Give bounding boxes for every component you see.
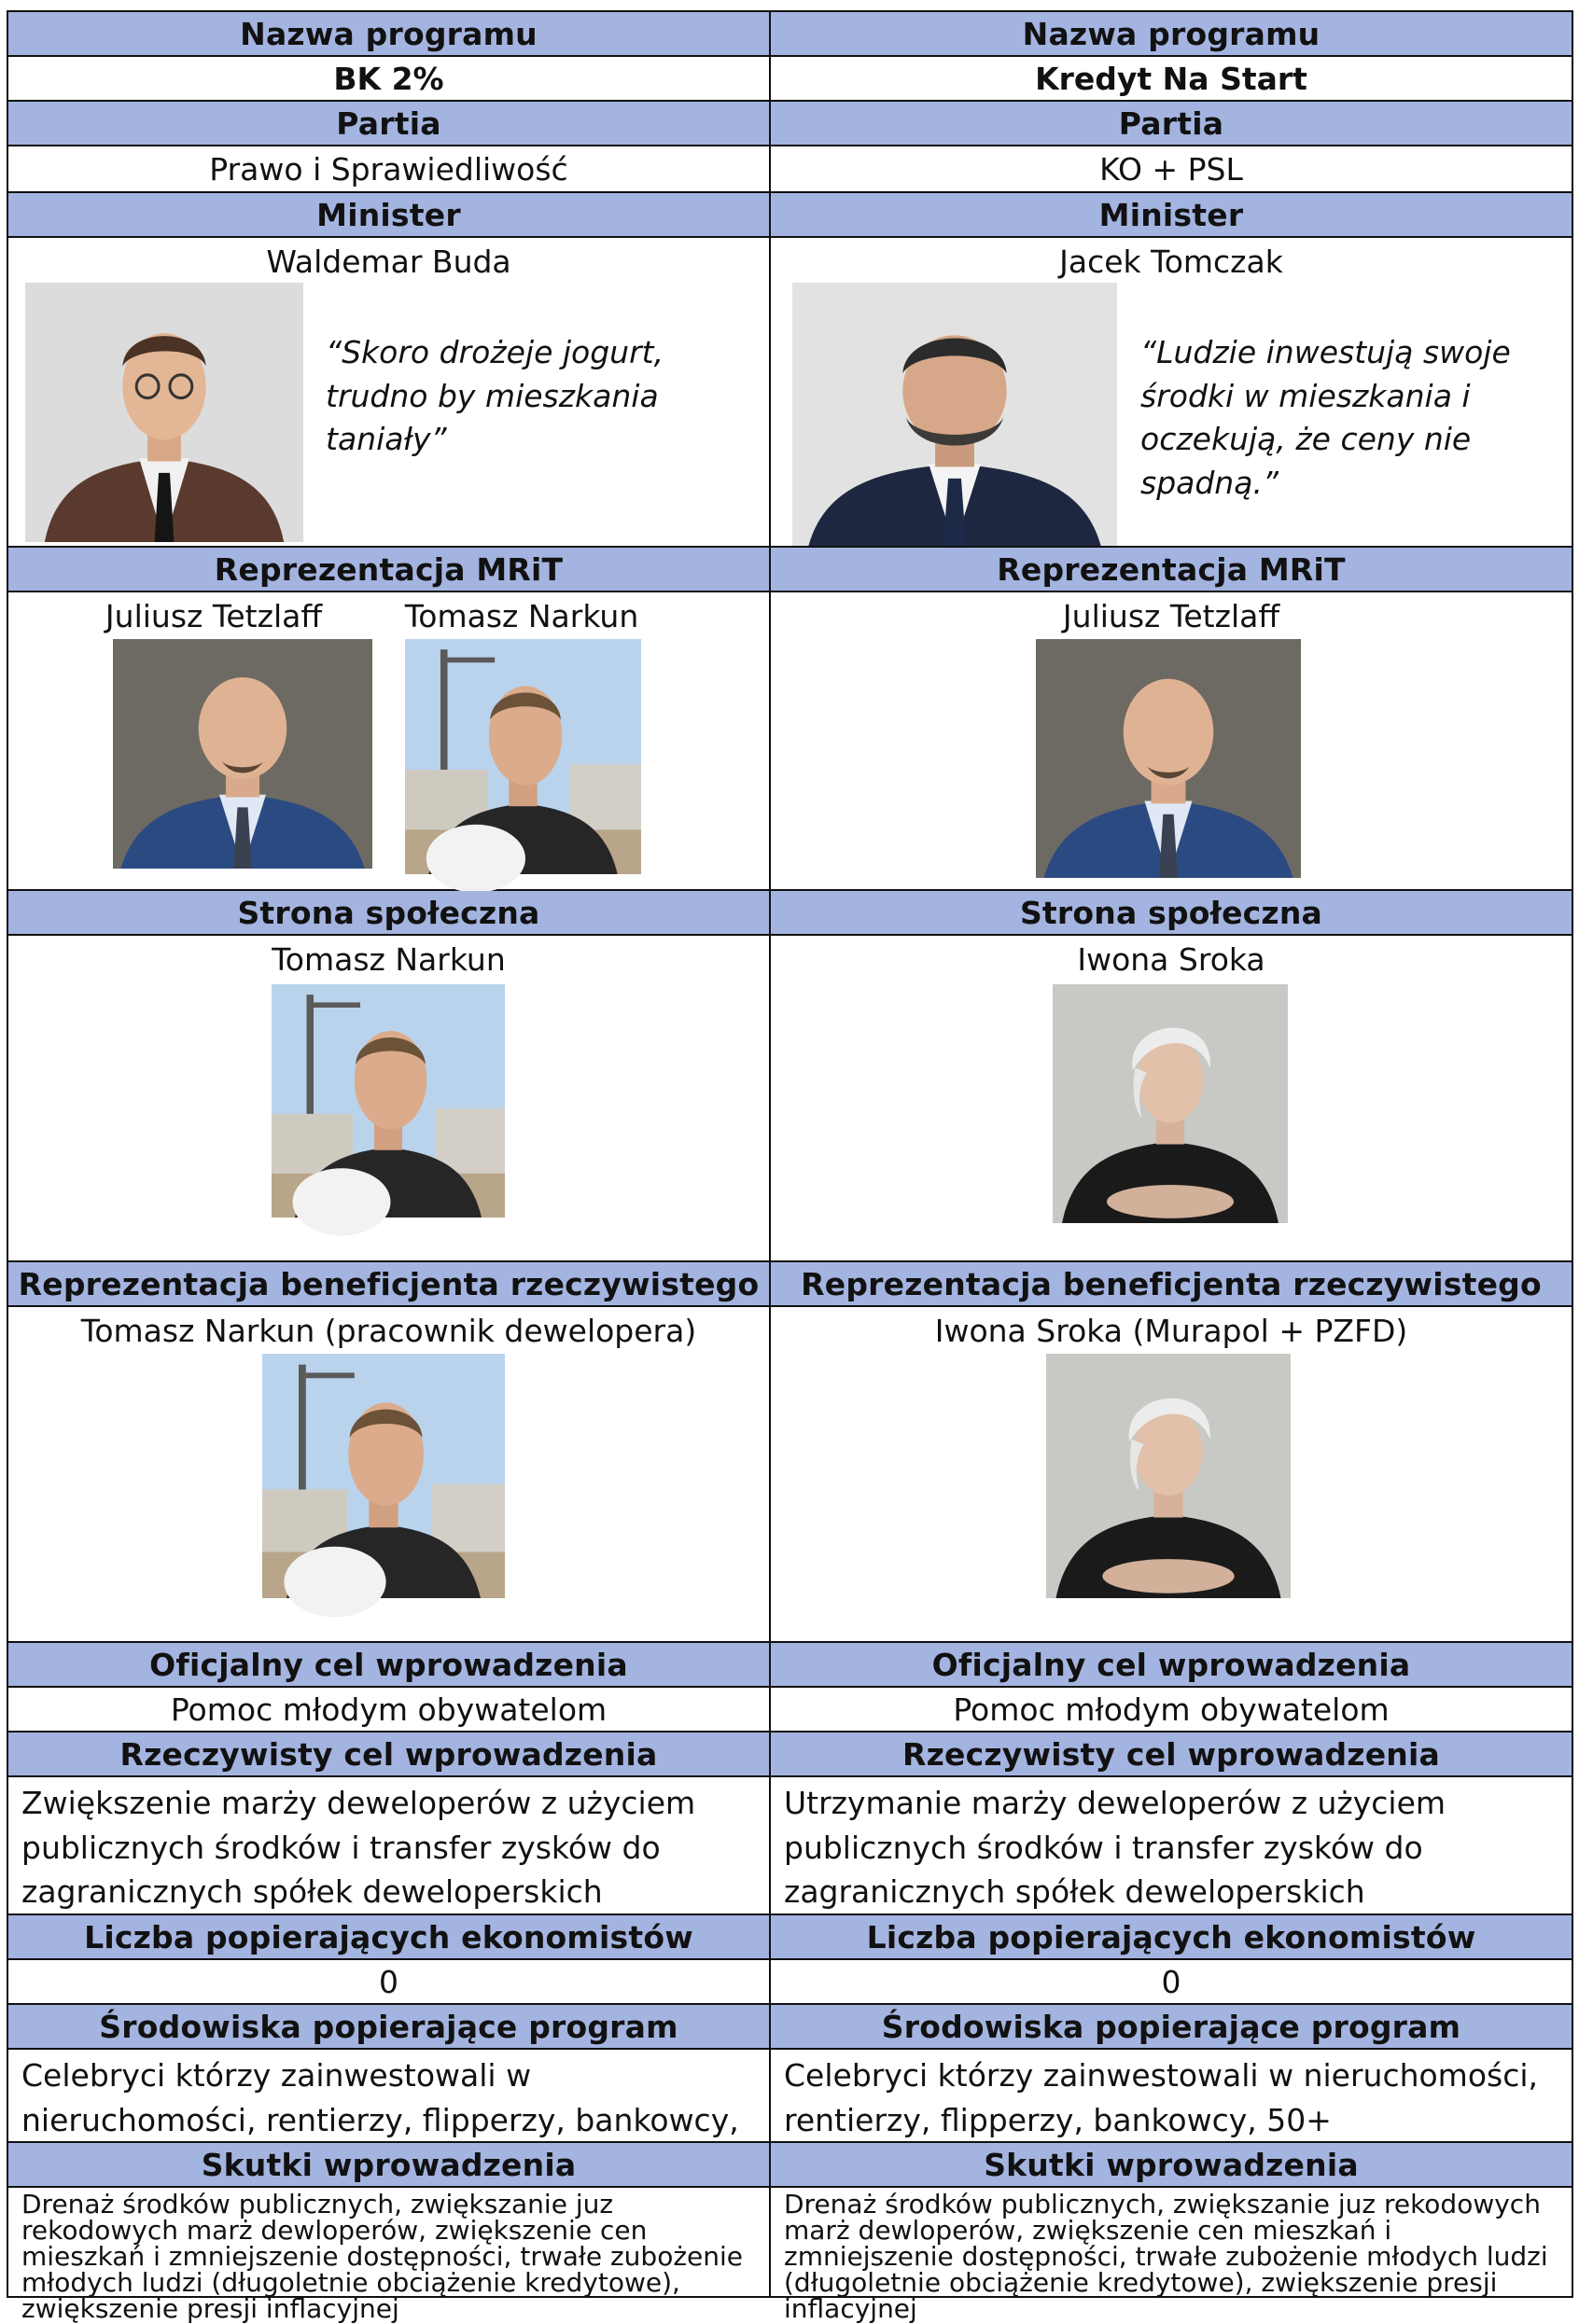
social-side-photo-narkun (272, 984, 505, 1218)
minister-header-row (8, 193, 1572, 238)
mrit-cell-left (8, 592, 771, 889)
real-goal-row (8, 1777, 1572, 1915)
social-side-cell-left (8, 936, 771, 1260)
program-name-header-right: Nazwa programu (1022, 15, 1320, 52)
beneficiary-cell-left (8, 1307, 771, 1641)
beneficiary-header-left: Reprezentacja beneficjenta rzeczywistego (8, 1262, 771, 1305)
beneficiary-row (8, 1307, 1572, 1643)
beneficiary-cell-right (771, 1307, 1572, 1641)
beneficiary-name-right: Iwona Sroka (Murapol + PZFD) (934, 1313, 1408, 1349)
official-goal-right: Pomoc młodym obywatelom (953, 1691, 1390, 1728)
official-goal-header-left: Oficjalny cel wprowadzenia (8, 1643, 771, 1686)
comparison-table (7, 10, 1573, 2324)
economists-header-right: Liczba popierających ekonomistów (866, 1918, 1476, 1955)
beneficiary-photo-narkun (262, 1354, 505, 1598)
mrit-header-row (8, 548, 1572, 592)
minister-name-right: Jacek Tomczak (1059, 244, 1283, 280)
economists-header-left: Liczba popierających ekonomistów (8, 1915, 771, 1958)
minister-quote-right: “Ludzie inwestują swoje środki w mieszkania i oczekują, że ceny nie spadną.” (1140, 334, 1511, 501)
party-header-left: Partia (8, 102, 771, 145)
minister-row (8, 238, 1572, 548)
mrit-photo-tetzlaff-right (1036, 639, 1301, 878)
support-header-row (8, 2005, 1572, 2050)
social-side-cell-right (771, 936, 1572, 1260)
real-goal-left: Zwiększenie marży deweloperów z użyciem publicznych środków i transfer zysków do zagranicznych spółek deweloperskich (8, 1777, 771, 1913)
party-left: Prawo i Sprawiedliwość (8, 146, 771, 191)
mrit-header-right: Reprezentacja MRiT (997, 550, 1346, 588)
mrit-name-left-1: Juliusz Tetzlaff (105, 598, 323, 634)
minister-name-left: Waldemar Buda (266, 244, 511, 280)
support-left: Celebryci którzy zainwestowali w nieruchomości, rentierzy, flipperzy, bankowcy, (8, 2050, 771, 2141)
beneficiary-name-left: Tomasz Narkun (pracownik dewelopera) (80, 1313, 697, 1349)
mrit-photo-narkun-left (405, 639, 641, 874)
social-side-header-left: Strona społeczna (8, 891, 771, 934)
mrit-row (8, 592, 1572, 891)
effects-header-left: Skutki wprowadzenia (8, 2143, 771, 2186)
program-name-header-row (8, 12, 1572, 57)
party-row (8, 146, 1572, 193)
social-side-name-right: Iwona Sroka (1077, 941, 1265, 978)
minister-header-left: Minister (8, 193, 771, 236)
economists-left: 0 (8, 1960, 771, 2003)
mrit-cell-right (771, 592, 1572, 889)
economists-right: 0 (1161, 1963, 1181, 2000)
minister-cell-left (8, 238, 771, 546)
effects-header-right: Skutki wprowadzenia (984, 2146, 1359, 2183)
minister-photo-buda (25, 283, 303, 542)
effects-header-row (8, 2143, 1572, 2188)
social-side-header-row (8, 891, 1572, 936)
mrit-photo-tetzlaff-left (113, 639, 372, 869)
economists-row (8, 1960, 1572, 2005)
support-header-right: Środowiska popierające program (881, 2008, 1461, 2045)
social-side-header-right: Strona społeczna (1019, 894, 1323, 931)
official-goal-header-row (8, 1643, 1572, 1688)
real-goal-header-row (8, 1733, 1572, 1777)
support-row (8, 2050, 1572, 2143)
support-right: Celebryci którzy zainwestowali w nieruchomości, rentierzy, flipperzy, bankowcy, 50+ (784, 2057, 1539, 2138)
minister-cell-right (771, 238, 1572, 546)
support-header-left: Środowiska popierające program (8, 2005, 771, 2048)
minister-quote-left: “Skoro drożeje jogurt, trudno by mieszkania taniały” (326, 334, 664, 457)
social-side-photo-sroka (1053, 984, 1288, 1223)
mrit-header-left: Reprezentacja MRiT (8, 548, 771, 591)
economists-header-row (8, 1915, 1572, 1960)
party-right: KO + PSL (1099, 150, 1243, 188)
mrit-name-right-1: Juliusz Tetzlaff (1062, 598, 1280, 634)
real-goal-header-left: Rzeczywisty cel wprowadzenia (8, 1733, 771, 1775)
minister-header-right: Minister (1098, 196, 1244, 233)
beneficiary-photo-sroka (1046, 1354, 1291, 1598)
program-name-right: Kredyt Na Start (1035, 60, 1307, 97)
real-goal-right: Utrzymanie marży deweloperów z użyciem publicznych środków i transfer zysków do zagranicznych spółek deweloperskich (784, 1785, 1446, 1910)
effects-right: Drenaż środków publicznych, zwiększanie juz rekodowych marż dewloperów, zwiększenie cen mieszkań i zmniejszenie dostępności, trwałe zubożenie młodych ludzi (długoletnie obciążenie kredytowe), zwiększenie presji inflacyjnej (784, 2189, 1548, 2324)
program-name-row (8, 57, 1572, 102)
program-name-header-left: Nazwa programu (8, 12, 771, 55)
effects-left: Drenaż środków publicznych, zwiększanie juz rekodowych marż dewloperów, zwiększenie cen mieszkań i zmniejszenie dostępności, trwałe zubożenie młodych ludzi (długoletnie obciążenie kredytowe), zwiększenie presji inflacyjnej (8, 2188, 771, 2298)
party-header-right: Partia (1118, 104, 1224, 142)
real-goal-header-right: Rzeczywisty cel wprowadzenia (902, 1735, 1440, 1773)
official-goal-header-right: Oficjalny cel wprowadzenia (931, 1646, 1411, 1683)
effects-row (8, 2188, 1572, 2324)
official-goal-row (8, 1688, 1572, 1733)
social-side-name-left: Tomasz Narkun (272, 941, 506, 978)
minister-photo-tomczak (792, 283, 1117, 546)
official-goal-left: Pomoc młodym obywatelom (8, 1688, 771, 1731)
program-name-left: BK 2% (8, 57, 771, 100)
beneficiary-header-right: Reprezentacja beneficjenta rzeczywistego (801, 1265, 1542, 1302)
beneficiary-header-row (8, 1262, 1572, 1307)
party-header-row (8, 102, 1572, 146)
social-side-row (8, 936, 1572, 1262)
mrit-name-left-2: Tomasz Narkun (404, 598, 639, 634)
